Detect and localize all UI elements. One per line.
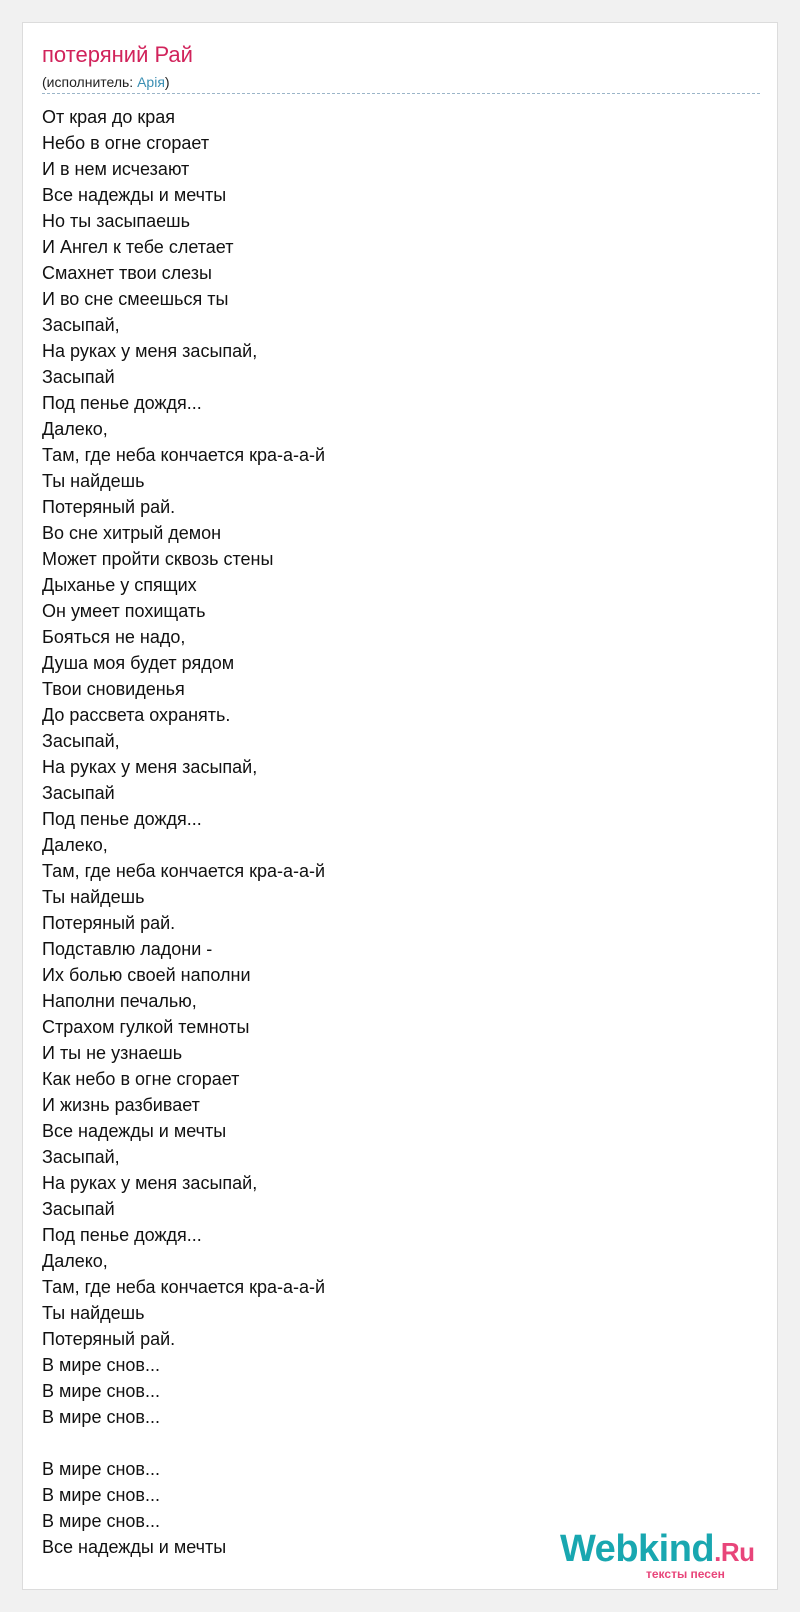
title-divider bbox=[42, 93, 760, 94]
lyric-line: В мире снов... bbox=[42, 1381, 160, 1401]
song-title: потеряний Рай bbox=[42, 42, 193, 67]
lyric-line: Засыпай, bbox=[42, 731, 120, 751]
lyric-line: Смахнет твои слезы bbox=[42, 263, 212, 283]
lyric-line: Как небо в огне сгорает bbox=[42, 1069, 240, 1089]
lyric-line: Во сне хитрый демон bbox=[42, 523, 222, 543]
lyric-line: Ты найдешь bbox=[42, 887, 145, 907]
artist-line bbox=[42, 73, 170, 91]
lyric-line: Все надежды и мечты bbox=[42, 1537, 227, 1557]
lyric-line: Их болью своей наполни bbox=[42, 965, 251, 985]
lyric-line: В мире снов... bbox=[42, 1355, 160, 1375]
lyric-line: Бояться не надо, bbox=[42, 627, 186, 647]
logo-name: Webkind bbox=[560, 1528, 715, 1570]
lyric-line: Ты найдешь bbox=[42, 1303, 145, 1323]
artist-link[interactable]: Арiя bbox=[137, 74, 165, 90]
lyrics-card bbox=[22, 22, 778, 1590]
lyric-line: И во сне смеешься ты bbox=[42, 289, 229, 309]
lyric-line: Он умеет похищать bbox=[42, 601, 206, 621]
lyric-line: Душа моя будет рядом bbox=[42, 653, 235, 673]
lyric-line: Засыпай, bbox=[42, 315, 120, 335]
lyric-line: Далеко, bbox=[42, 835, 108, 855]
lyric-line: На руках у меня засыпай, bbox=[42, 757, 258, 777]
lyric-line: Но ты засыпаешь bbox=[42, 211, 190, 231]
lyric-line: Под пенье дождя... bbox=[42, 809, 202, 829]
lyric-line: Потеряный рай. bbox=[42, 1329, 176, 1349]
artist-suffix: ) bbox=[164, 74, 170, 90]
lyric-line: В мире снов... bbox=[42, 1459, 160, 1479]
lyric-line: На руках у меня засыпай, bbox=[42, 341, 258, 361]
lyric-line: От края до края bbox=[42, 107, 176, 127]
lyric-line: Засыпай bbox=[42, 1199, 115, 1219]
lyric-line: Наполни печалью, bbox=[42, 991, 197, 1011]
lyric-line: Далеко, bbox=[42, 1251, 108, 1271]
lyric-line: И ты не узнаешь bbox=[42, 1043, 183, 1063]
lyric-line: Там, где неба кончается кра-а-а-й bbox=[42, 1277, 326, 1297]
lyric-line: На руках у меня засыпай, bbox=[42, 1173, 258, 1193]
lyric-line: Там, где неба кончается кра-а-а-й bbox=[42, 861, 326, 881]
artist-prefix: (исполнитель: bbox=[42, 74, 138, 90]
lyric-line: Страхом гулкой темноты bbox=[42, 1017, 250, 1037]
lyric-line: Все надежды и мечты bbox=[42, 1121, 227, 1141]
lyric-line: Потеряный рай. bbox=[42, 497, 176, 517]
lyric-line: Засыпай bbox=[42, 367, 115, 387]
lyric-line: Засыпай bbox=[42, 783, 115, 803]
lyric-line: Засыпай, bbox=[42, 1147, 120, 1167]
lyric-line: В мире снов... bbox=[42, 1407, 160, 1427]
lyric-line: До рассвета охранять. bbox=[42, 705, 231, 725]
lyrics-text bbox=[42, 104, 325, 1560]
lyric-line: В мире снов... bbox=[42, 1511, 160, 1531]
lyric-line: Может пройти сквозь стены bbox=[42, 549, 274, 569]
lyric-line: Подставлю ладони - bbox=[42, 939, 213, 959]
lyric-line: В мире снов... bbox=[42, 1485, 160, 1505]
lyric-line: Дыханье у спящих bbox=[42, 575, 197, 595]
webkind-logo[interactable] bbox=[560, 1527, 780, 1587]
lyric-line: И в нем исчезают bbox=[42, 159, 190, 179]
lyric-line: И Ангел к тебе слетает bbox=[42, 237, 234, 257]
lyric-line: Потеряный рай. bbox=[42, 913, 176, 933]
lyric-line: Там, где неба кончается кра-а-а-й bbox=[42, 445, 326, 465]
lyric-line: Все надежды и мечты bbox=[42, 185, 227, 205]
lyric-line: Под пенье дождя... bbox=[42, 393, 202, 413]
lyric-line: Под пенье дождя... bbox=[42, 1225, 202, 1245]
lyric-blank-line bbox=[42, 1430, 325, 1456]
lyric-line: Небо в огне сгорает bbox=[42, 133, 210, 153]
logo-tagline: тексты песен bbox=[646, 1567, 725, 1581]
logo-tld: .Ru bbox=[714, 1537, 755, 1567]
lyric-line: Далеко, bbox=[42, 419, 108, 439]
lyric-line: И жизнь разбивает bbox=[42, 1095, 200, 1115]
lyric-line: Твои сновиденья bbox=[42, 679, 185, 699]
lyric-line: Ты найдешь bbox=[42, 471, 145, 491]
